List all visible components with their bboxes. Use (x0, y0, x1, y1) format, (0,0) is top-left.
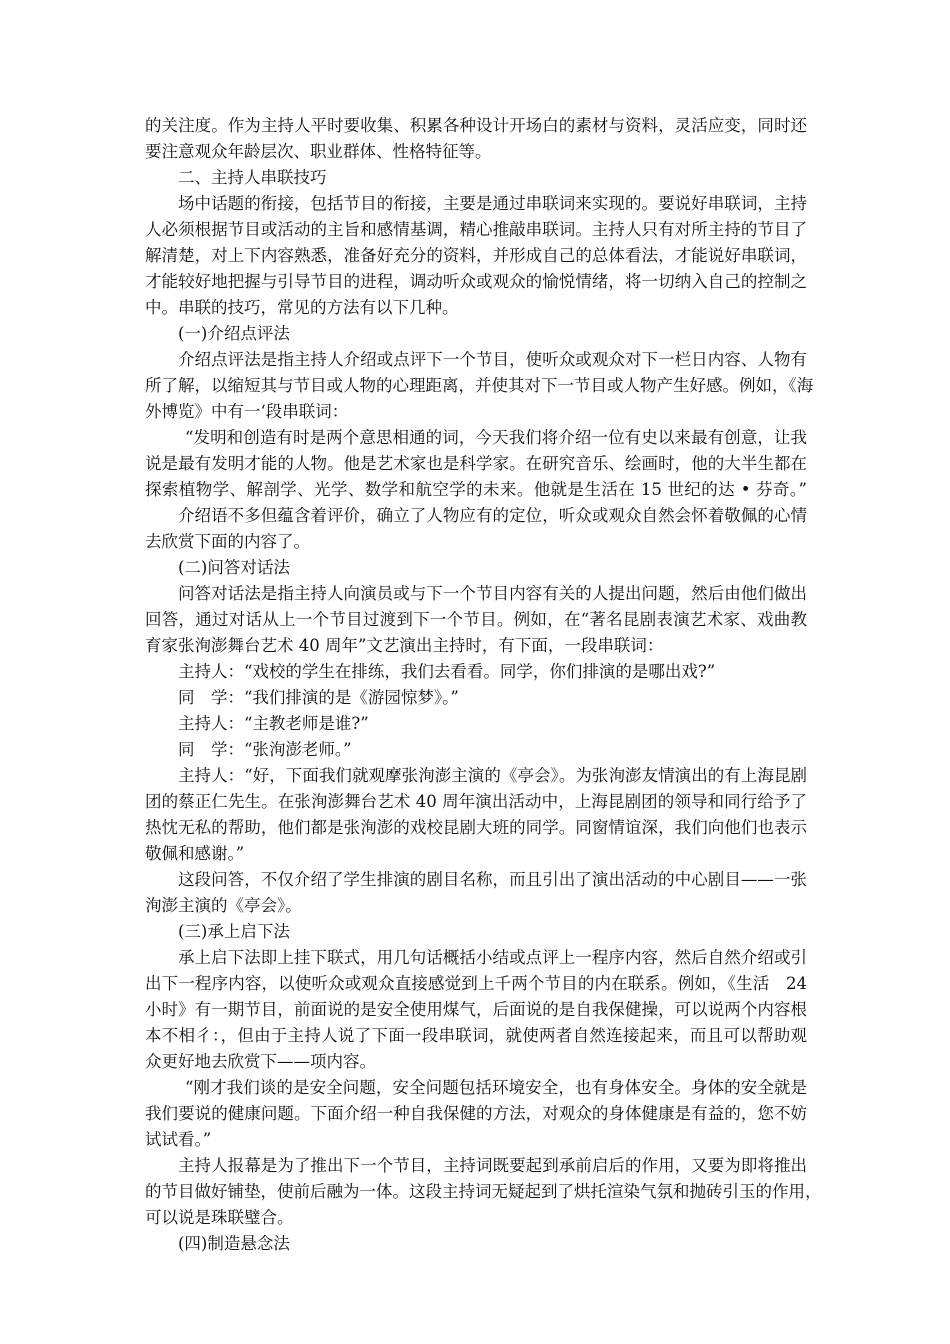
text-line: 要注意观众年龄层次、职业群体、性格特征等。 (145, 142, 492, 161)
text-line: 解清楚，对上下内容熟悉，准备好充分的资料，并形成自己的总体看法，才能说好串联词， (145, 246, 807, 265)
text-line: 试试看。” (145, 1130, 212, 1149)
text-line: 说是最有发明才能的人物。他是艺术家也是科学家。在研究音乐、绘画时，他的大半生都在 (145, 454, 807, 473)
text-line: 问答对话法是指主持人向演员或与下一个节目内容有关的人提出问题，然后由他们做出 (178, 584, 807, 603)
text-line: 敬佩和感谢。” (145, 844, 245, 863)
text-line: 人必须根据节目或活动的主旨和感情基调，精心推敲串联词。主持人只有对所主持的节目了 (145, 220, 807, 239)
text-line: 中。串联的技巧，常见的方法有以下几种。 (145, 298, 459, 317)
text-line: “发明和创造有时是两个意思相通的词，今天我们将介绍一位有史以来最有创意，让我 (185, 428, 807, 447)
text-line: (四)制造悬念法 (178, 1234, 290, 1253)
text-line: 可以说是珠联璧合。 (145, 1208, 294, 1227)
text-line: 这段问答，不仅介绍了学生排演的剧目名称，而且引出了演出活动的中心剧目——一张 (178, 870, 807, 889)
text-line: 育家张洵澎舞台艺术 40 周年”文艺演出主持时，有下面，一段串联词： (145, 636, 664, 655)
text-line: 小时》有一期节目，前面说的是安全使用煤气，后面说的是自我保健操，可以说两个内容根 (145, 1000, 807, 1019)
text-line: 同 学：“我们排演的是《游园惊梦》。” (178, 688, 459, 707)
text-line: 二、主持人串联技巧 (178, 168, 327, 187)
text-line: 的关注度。作为主持人平时要收集、积累各种设计开场白的素材与资料，灵活应变，同时还 (145, 116, 807, 135)
text-line: 所了解，以缩短其与节目或人物的心理距离，并使其对下一节目或人物产生好感。例如，《海 (145, 376, 814, 395)
text-line: 去欣赏下面的内容了。 (145, 532, 310, 551)
text-line: 场中话题的衔接，包括节目的衔接，主要是通过串联词来实现的。要说好串联词，主持 (178, 194, 807, 213)
text-line: 热忱无私的帮助，他们都是张洵澎的戏校昆剧大班的同学。同窗情谊深，我们向他们也表示 (145, 818, 807, 837)
text-line: 主持人：“主教老师是谁?” (178, 714, 369, 733)
text-line: 同 学：“张洵澎老师。” (178, 740, 352, 759)
text-line: (一)介绍点评法 (178, 324, 290, 343)
text-line: 才能较好地把握与引导节目的进程，调动听众或观众的愉悦情绪，将一切纳入自己的控制之 (145, 272, 807, 291)
text-line: 外博览》中有一‘段串联词： (145, 402, 349, 421)
text-line: 本不相彳：，但由于主持人说了下面一段串联词，就使两者自然连接起来，而且可以帮助观 (145, 1026, 807, 1045)
text-line: 主持人：“好，下面我们就观摩张洵澎主演的《亭会》。为张洵澎友情演出的有上海昆剧 (178, 766, 807, 785)
text-line: 介绍语不多但蕴含着评价，确立了人物应有的定位，听众或观众自然会怀着敬佩的心情 (178, 506, 807, 525)
text-line: 我们要说的健康问题。下面介绍一种自我保健的方法，对观众的身体健康是有益的，您不妨 (145, 1104, 807, 1123)
text-line: 介绍点评法是指主持人介绍或点评下一个节目，使听众或观众对下一栏日内容、人物有 (178, 350, 807, 369)
text-line: (二)问答对话法 (178, 558, 290, 577)
text-line: 洵澎主演的《亭会》。 (145, 896, 302, 915)
text-line: (三)承上启下法 (178, 922, 290, 941)
text-line: 的节目做好铺垫，使前后融为一体。这段主持词无疑起到了烘托渲染气氛和抛砖引玉的作用， (145, 1182, 822, 1201)
text-line: 众更好地去欣赏下——项内容。 (145, 1052, 376, 1071)
text-line: 主持人：“戏校的学生在排练，我们去看看。同学，你们排演的是哪出戏?” (178, 662, 716, 681)
text-line: “刚才我们谈的是安全问题，安全问题包括环境安全，也有身体安全。身体的安全就是 (185, 1078, 807, 1097)
text-line: 回答，通过对话从上一个节目过渡到下一个节目。例如，在“著名昆剧表演艺术家、戏曲教 (145, 610, 807, 629)
text-line: 主持人报幕是为了推出下一个节目，主持词既要起到承前启后的作用，又要为即将推出 (178, 1156, 807, 1175)
text-line: 团的蔡正仁先生。在张洵澎舞台艺术 40 周年演出活动中，上海昆剧团的领导和同行给予了 (145, 792, 807, 811)
text-line: 探索植物学、解剖学、光学、数学和航空学的未来。他就是生活在 15 世纪的达 • 芬奇。” (145, 480, 807, 499)
text-line: 出下一程序内容，以使听众或观众直接感觉到上千两个节目的内在联系。例如，《生活 24 (145, 974, 807, 993)
text-line: 承上启下法即上挂下联式，用几句话概括小结或点评上一程序内容，然后自然介绍或引 (178, 948, 807, 967)
document-body (145, 113, 822, 1257)
